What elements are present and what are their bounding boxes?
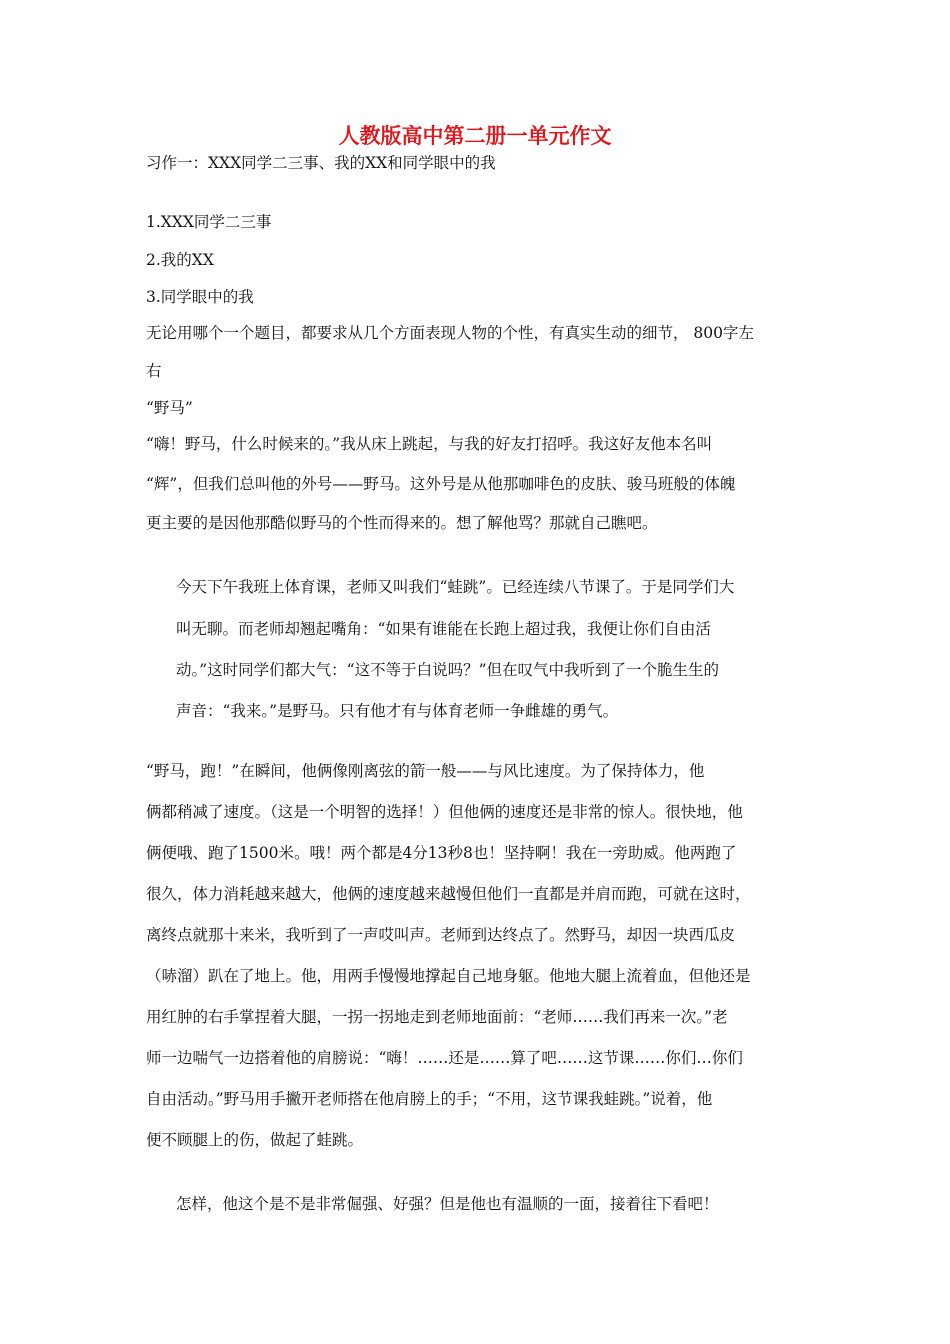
paragraph3-line: 自由活动。”野马用手撇开老师搭在他肩膀上的手；“不用，这节课我蛙跳。”说着，他 <box>146 1090 713 1108</box>
paragraph3-line: 俩都稍减了速度。（这是一个明智的选择！）但他俩的速度还是非常的惊人。很快地，他 <box>146 803 743 821</box>
requirement-line: 无论用哪个一个题目，都要求从几个方面表现人物的个性，有真实生动的细节， 800字左 <box>146 324 755 342</box>
paragraph4-line: 怎样，他这个是不是非常倔强、好强？但是他也有温顺的一面，接着往下看吧！ <box>176 1195 719 1213</box>
paragraph3-line: 用红肿的右手掌捏着大腿，一拐一拐地走到老师地面前：“老师……我们再来一次。”老 <box>146 1008 728 1026</box>
topic-item: 3.同学眼中的我 <box>146 288 254 306</box>
paragraph2-line: 声音：“我来。”是野马。只有他才有与体育老师一争雌雄的勇气。 <box>176 702 619 720</box>
paragraph3-line: 师一边喘气一边搭着他的肩膀说：“嗨！……还是……算了吧……这节课……你们…你们 <box>146 1049 743 1067</box>
paragraph2-line: 今天下午我班上体育课，老师又叫我们“蛙跳”。已经连续八节课了。于是同学们大 <box>176 578 735 596</box>
topic-item: 2.我的XX <box>146 251 214 269</box>
exercise-heading: 习作一：XXX同学二三事、我的XX和同学眼中的我 <box>146 154 496 172</box>
paragraph2-line: 动。”这时同学们都大气：“这不等于白说吗？”但在叹气中我听到了一个脆生生的 <box>176 661 720 679</box>
paragraph2-line: 叫无聊。而老师却翘起嘴角：“如果有谁能在长跑上超过我，我便让你们自由活 <box>176 620 711 638</box>
paragraph3-line: 离终点就那十来米，我听到了一声哎叫声。老师到达终点了。然野马，却因一块西瓜皮 <box>146 926 736 944</box>
paragraph1-line: “嗨！野马，什么时候来的。”我从床上跳起，与我的好友打招呼。我这好友他本名叫 <box>146 435 713 453</box>
requirement-line: 右 <box>146 362 162 380</box>
paragraph3-line: 便不顾腿上的伤，做起了蛙跳。 <box>146 1131 364 1149</box>
essay-title: “野马” <box>146 399 193 417</box>
paragraph3-line: 俩便哦、跑了1500米。哦！两个都是4分13秒8也！坚持啊！我在一旁助威。他两跑了 <box>146 844 737 862</box>
paragraph1-line: “辉”，但我们总叫他的外号——野马。这外号是从他那咖啡色的皮肤、骏马班般的体魄 <box>146 475 736 493</box>
document-title: 人教版高中第二册一单元作文 <box>338 123 612 148</box>
topic-item: 1.XXX同学二三事 <box>146 213 272 231</box>
paragraph1-line: 更主要的是因他那酷似野马的个性而得来的。想了解他骂？那就自己瞧吧。 <box>146 514 658 532</box>
paragraph3-line: 很久，体力消耗越来越大，他俩的速度越来越慢但他们一直都是并肩而跑，可就在这时， <box>146 885 751 903</box>
paragraph3-line: （哧溜）趴在了地上。他，用两手慢慢地撑起自己地身躯。他地大腿上流着血，但他还是 <box>146 967 751 985</box>
paragraph3-line: “野马，跑！”在瞬间，他俩像刚离弦的箭一般——与风比速度。为了保持体力，他 <box>146 762 705 780</box>
